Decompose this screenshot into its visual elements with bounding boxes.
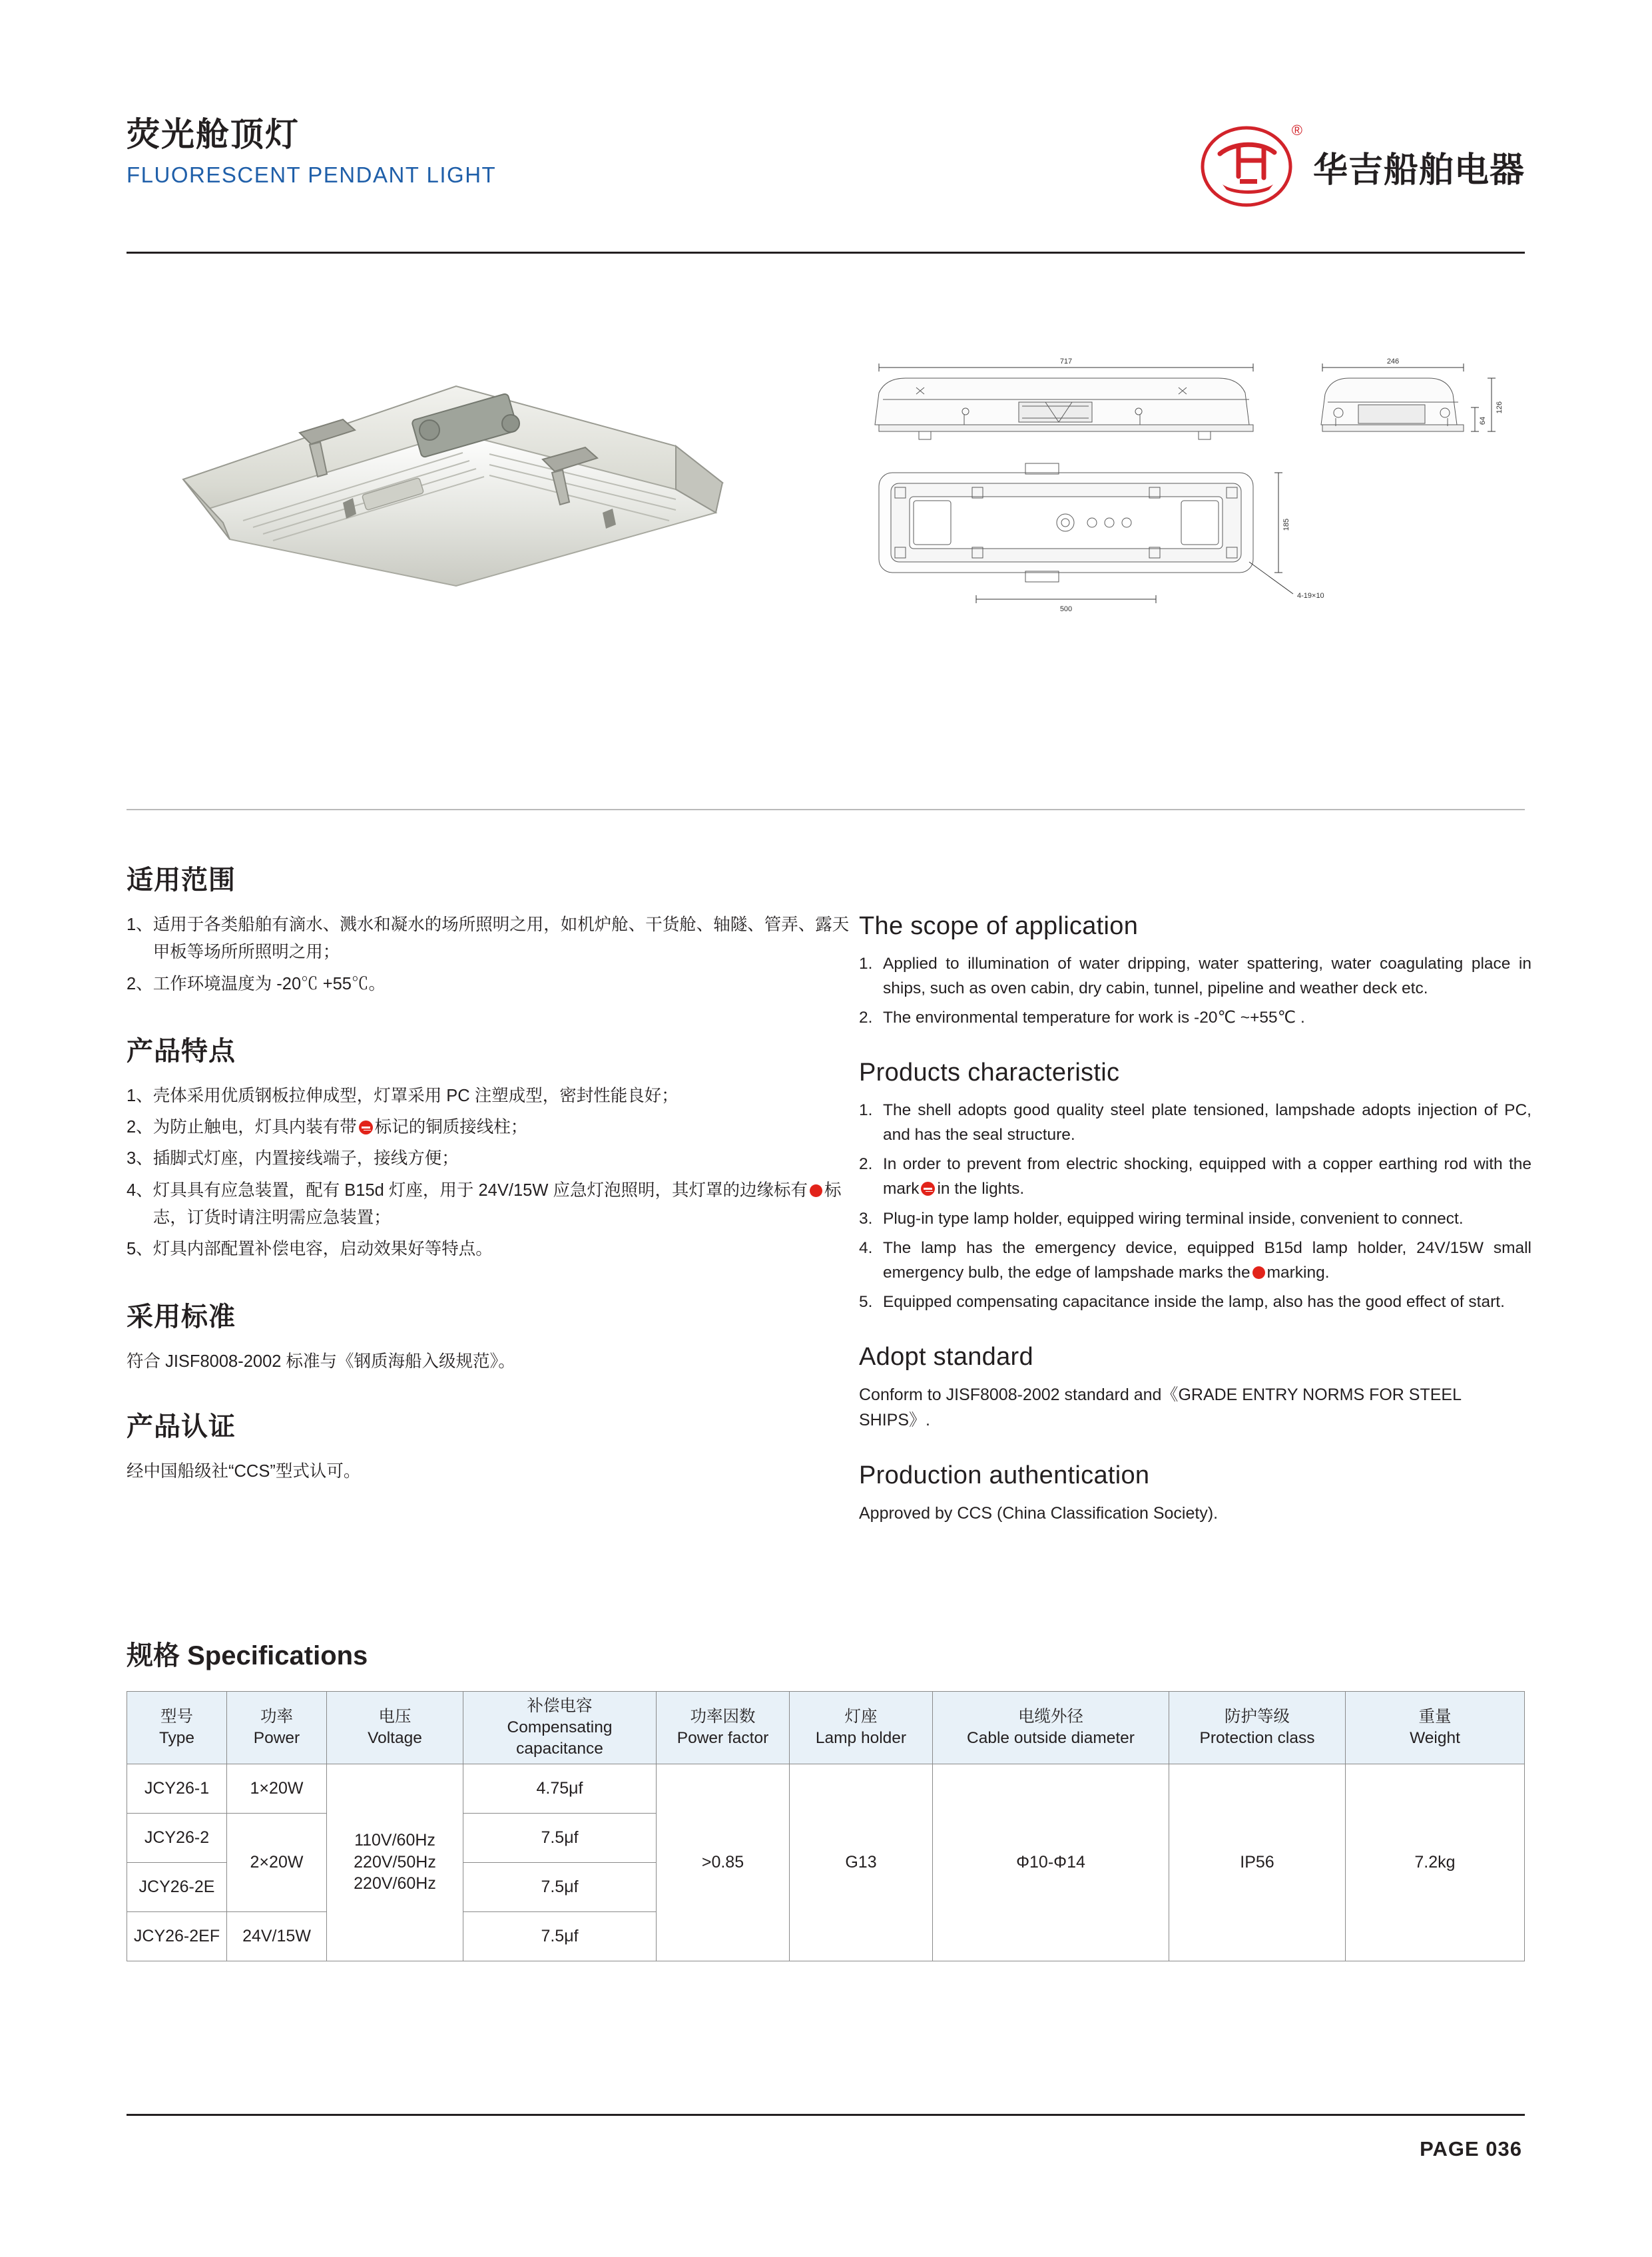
characteristic-list-en [859,1098,1531,1315]
red-dot-icon [1252,1266,1265,1279]
list-item-number: 2. [859,1155,873,1174]
characteristic-title-en: Products characteristic [859,1058,1120,1087]
red-dot-icon [810,1184,822,1197]
cell-capacitance: 7.5μf [463,1862,657,1911]
footer-divider [127,2114,1525,2116]
english-content-column [859,912,1531,1555]
list-item-text: The lamp has the emergency device, equipped B15d lamp holder, 24V/15W small emergency bulb, the edge of lampshade marks the marking. [883,1238,1531,1282]
registered-trademark-icon: ® [1291,122,1302,138]
content-divider [127,809,1525,810]
list-item-number: 4、 [127,1180,153,1200]
cell-capacitance: 7.5μf [463,1911,657,1961]
dim-side-height2: 64 [1479,416,1487,425]
list-item-text: The shell adopts good quality steel plate tensioned, lampshade adopts injection of PC, and has the seal structure. [883,1101,1531,1144]
list-item-text: 壳体采用优质钢板拉伸成型，灯罩采用 PC 注塑成型，密封性能良好； [152,1086,679,1105]
dim-top-width: 717 [1059,358,1073,366]
cell-power: 2×20W [227,1813,327,1911]
dim-plan-width: 500 [1059,605,1073,613]
standard-title-en: Adopt standard [859,1342,1033,1371]
technical-drawings [852,333,1531,646]
cell-voltage: 110V/60Hz 220V/50Hz 220V/60Hz [327,1764,463,1961]
column-cable-diameter: 电缆外径 Cable outside diameter [933,1692,1169,1764]
dim-side-height: 126 [1496,401,1504,414]
brand-name: 华吉船舶电器 [1312,150,1525,190]
list-item-text: Plug-in type lamp holder, equipped wiring terminal inside, convenient to connect. [883,1209,1464,1228]
scope-title-cn: 适用范围 [127,866,236,895]
list-item [859,1152,1531,1201]
dim-holes: 4-19×10 [1297,592,1324,600]
cell-type: JCY26-2 [127,1813,227,1862]
list-item [859,1005,1531,1030]
list-item-number: 1. [859,1101,873,1119]
dim-side-width: 246 [1386,358,1400,366]
specifications-heading: 规格 Specifications [127,1641,368,1670]
list-item-text: 灯具具有应急装置，配有 B15d 灯座，用于 24V/15W 应急灯泡照明，其灯罩的边缘标有 标志，订货时请注明需应急装置； [152,1180,842,1228]
list-item-text: 适用于各类船舶有滴水、溅水和凝水的场所照明之用，如机炉舱、干货舱、轴隧、管弄、露天甲板等场所所照明之用； [152,915,850,962]
list-item [127,1145,856,1172]
table-header-row [127,1692,1525,1764]
authentication-text-cn: 经中国船级社“CCS”型式认可。 [127,1462,361,1481]
cell-cable-diameter: Φ10-Φ14 [933,1764,1169,1961]
characteristic-list-cn [127,1083,856,1264]
list-item-text: 工作环境温度为 -20℃ +55℃。 [152,974,386,993]
list-item-number: 5、 [127,1240,153,1259]
list-item-text: 插脚式灯座，内置接线端子，接线方便； [152,1149,459,1168]
list-item-text: 灯具内部配置补偿电容，启动效果好等特点。 [152,1240,493,1259]
list-item-number: 3. [859,1209,873,1228]
list-item [859,1236,1531,1285]
list-item [127,911,856,967]
cell-lamp-holder: G13 [790,1764,933,1961]
list-item-text: 为防止触电，灯具内装有带 标记的铜质接线柱； [152,1118,528,1137]
dim-plan-height: 185 [1282,518,1290,531]
brand-block [1200,123,1525,210]
list-item-number: 2. [859,1009,873,1027]
list-item-number: 1、 [127,1086,153,1105]
standard-title-cn: 采用标准 [127,1302,236,1332]
list-item-number: 3、 [127,1149,153,1168]
authentication-title-cn: 产品认证 [127,1412,236,1442]
list-item [859,951,1531,1001]
authentication-text-en: Approved by CCS (China Classification Society). [859,1504,1219,1523]
list-item [859,1206,1531,1231]
list-item-number: 2、 [127,974,153,993]
cell-power: 24V/15W [227,1911,327,1961]
earth-mark-icon [921,1182,935,1196]
cell-weight: 7.2kg [1346,1764,1525,1961]
product-photo [143,346,796,626]
list-item-number: 5. [859,1293,873,1312]
column-lamp-holder: 灯座 Lamp holder [790,1692,933,1764]
page-header [127,117,1525,256]
cell-protection-class: IP56 [1169,1764,1346,1961]
column-weight: 重量 Weight [1346,1692,1525,1764]
list-item-text: Equipped compensating capacitance inside the lamp, also has the good effect of start. [883,1293,1505,1312]
earth-mark-icon [359,1121,373,1134]
cell-type: JCY26-1 [127,1764,227,1813]
list-item-number: 2、 [127,1118,153,1137]
specifications-table [127,1691,1525,1961]
column-capacitance: 补偿电容 Compensating capacitance [463,1692,657,1764]
list-item [127,1083,856,1110]
company-logo-icon [1200,122,1302,210]
page-title-en: FLUORESCENT PENDANT LIGHT [127,162,497,187]
column-voltage: 电压 Voltage [327,1692,463,1764]
scope-list-cn [127,911,856,998]
list-item [127,1114,856,1141]
characteristic-title-cn: 产品特点 [127,1036,236,1066]
table-row [127,1764,1525,1813]
column-protection-class: 防护等级 Protection class [1169,1692,1346,1764]
column-power: 功率 Power [227,1692,327,1764]
scope-list-en [859,951,1531,1031]
cell-power-factor: >0.85 [657,1764,790,1961]
list-item [127,971,856,998]
list-item-number: 1. [859,955,873,973]
cell-type: JCY26-2E [127,1862,227,1911]
standard-text-en: Conform to JISF8008-2002 standard and《GRADE ENTRY NORMS FOR STEEL SHIPS》. [859,1385,1462,1430]
list-item-text: Applied to illumination of water dripping, water spattering, water coagulating place in ships, such as oven cabin, dry cabin, tunnel, pipeline and weather deck etc. [883,955,1531,998]
scope-title-en: The scope of application [859,912,1139,940]
cell-capacitance: 7.5μf [463,1813,657,1862]
list-item [859,1290,1531,1314]
column-power-factor: 功率因数 Power factor [657,1692,790,1764]
list-item-text: The environmental temperature for work is -20℃ ~+55℃ . [883,1009,1305,1027]
chinese-content-column [127,859,856,1516]
cell-capacitance: 4.75μf [463,1764,657,1813]
list-item [127,1177,856,1232]
header-divider [127,252,1525,254]
list-item-text: In order to prevent from electric shocking, equipped with a copper earthing rod with the mark in the lights. [883,1155,1531,1198]
column-type: 型号 Type [127,1692,227,1764]
cell-type: JCY26-2EF [127,1911,227,1961]
list-item-number: 4. [859,1238,873,1257]
list-item [127,1236,856,1263]
list-item [859,1098,1531,1147]
page-number: PAGE 036 [1420,2137,1522,2160]
list-item-number: 1、 [127,915,153,934]
page-title-cn: 荧光舱顶灯 [127,116,300,153]
authentication-title-en: Production authentication [859,1461,1150,1490]
standard-text-cn: 符合 JISF8008-2002 标准与《钢质海船入级规范》。 [127,1352,515,1371]
cell-power: 1×20W [227,1764,327,1813]
